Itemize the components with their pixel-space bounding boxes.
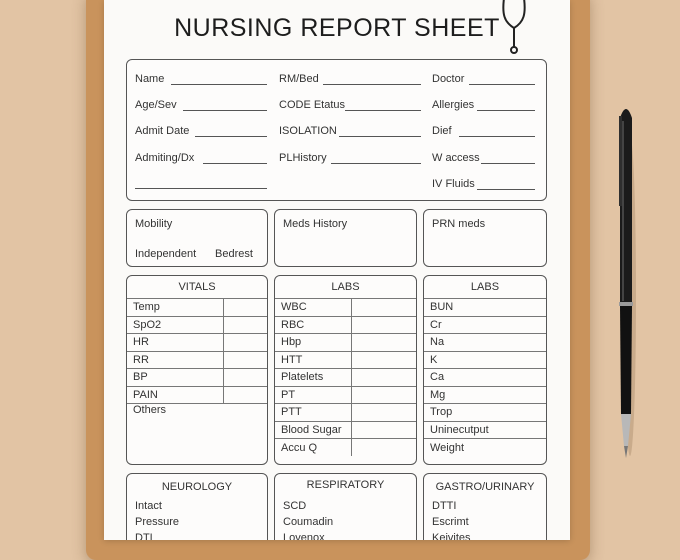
- field-diet-label: Dief: [432, 125, 452, 137]
- lab-na[interactable]: Na: [424, 334, 546, 352]
- table-row: [424, 351, 546, 369]
- lab-pt: PT: [275, 386, 351, 404]
- lab-accu-q: Accu Q: [275, 439, 351, 457]
- field-pl-history-label: PLHistory: [279, 152, 327, 164]
- labs-table-1: [275, 298, 416, 456]
- table-row: [127, 316, 267, 334]
- lab-k[interactable]: K: [424, 351, 546, 369]
- field-isolation-label: ISOLATION: [279, 125, 337, 137]
- field-extra-line[interactable]: [135, 188, 267, 189]
- lab-bun[interactable]: BUN: [424, 299, 546, 317]
- vitals-title: VITALS: [178, 281, 216, 293]
- field-age-label: Age/Sev: [135, 99, 177, 111]
- vitals-others[interactable]: Others: [127, 404, 267, 424]
- lab-htt: HTT: [275, 351, 351, 369]
- vitals-spo2: SpO2: [127, 316, 223, 334]
- mobility-box: [126, 209, 268, 267]
- lab-platelets: Platelets: [275, 369, 351, 387]
- table-row: [424, 421, 546, 439]
- table-row: [127, 351, 267, 369]
- respiratory-title: RESPIRATORY: [306, 479, 385, 491]
- lab-weight[interactable]: Weight: [424, 439, 546, 457]
- table-row: [275, 404, 416, 422]
- field-allergies-line[interactable]: [477, 110, 535, 111]
- lab-value-cell[interactable]: [351, 386, 416, 404]
- labs-title-1: LABS: [331, 281, 360, 293]
- table-row: [424, 334, 546, 352]
- labs-box-2: [423, 275, 547, 465]
- lab-rbc: RBC: [275, 316, 351, 334]
- vitals-value-cell[interactable]: [223, 351, 267, 369]
- mobility-independent[interactable]: Independent: [135, 248, 197, 260]
- lab-value-cell[interactable]: [351, 369, 416, 387]
- lab-wbc: WBC: [275, 299, 351, 317]
- neurology-pressure[interactable]: Pressure: [135, 516, 180, 528]
- field-doctor-line[interactable]: [469, 84, 535, 85]
- vitals-box: [126, 275, 268, 465]
- mobility-title: Mobility: [135, 218, 173, 230]
- lab-blood-sugar: Blood Sugar: [275, 421, 351, 439]
- table-row: [127, 334, 267, 352]
- labs-box-1: [274, 275, 417, 465]
- table-row: [275, 351, 416, 369]
- field-code-status-line[interactable]: [345, 110, 421, 111]
- vitals-bp: BP: [127, 369, 223, 387]
- table-row: [275, 369, 416, 387]
- lab-value-cell[interactable]: [351, 299, 416, 317]
- vitals-pain: PAIN: [127, 386, 223, 404]
- vitals-value-cell[interactable]: [223, 334, 267, 352]
- table-row: [424, 369, 546, 387]
- table-row: [275, 421, 416, 439]
- table-row: [275, 316, 416, 334]
- vitals-value-cell[interactable]: [223, 369, 267, 387]
- field-iv-fluids-label: IV Fluids: [432, 178, 475, 190]
- lab-urine-output[interactable]: Uninecutput: [424, 421, 546, 439]
- field-doctor-label: Doctor: [432, 73, 465, 85]
- lab-value-cell[interactable]: [351, 439, 416, 457]
- meds-history-title: Meds History: [283, 218, 348, 230]
- lab-value-cell[interactable]: [351, 351, 416, 369]
- field-iv-access-label: W access: [432, 152, 480, 164]
- report-sheet: [104, 0, 570, 540]
- vitals-value-cell[interactable]: [223, 316, 267, 334]
- field-code-status-label: CODE Etatus: [279, 99, 346, 111]
- respiratory-coumadin[interactable]: Coumadin: [283, 516, 334, 528]
- table-row: [127, 299, 267, 317]
- table-row: [127, 369, 267, 387]
- lab-value-cell[interactable]: [351, 316, 416, 334]
- respiratory-lovenox[interactable]: Lovenox: [283, 532, 325, 540]
- table-row: [424, 299, 546, 317]
- field-admit-date-label: Admit Date: [135, 125, 190, 137]
- prn-meds-box[interactable]: [423, 209, 547, 267]
- field-age-line[interactable]: [183, 110, 267, 111]
- vitals-hr: HR: [127, 334, 223, 352]
- field-name-line[interactable]: [171, 84, 267, 85]
- field-iv-fluids-line[interactable]: [477, 189, 535, 190]
- field-admitting-dx-line[interactable]: [203, 163, 267, 164]
- table-row: [127, 386, 267, 404]
- field-allergies-label: Allergies: [432, 99, 475, 111]
- gastro-dtti[interactable]: DTTI: [432, 500, 457, 512]
- neurology-intact[interactable]: Intact: [135, 500, 162, 512]
- gastro-urinary-title: GASTRO/URINARY: [435, 481, 535, 493]
- gastro-keivites[interactable]: Keivites: [432, 532, 471, 540]
- field-admit-date-line[interactable]: [195, 136, 267, 137]
- pen-icon: [606, 96, 646, 466]
- lab-hbp: Hbp: [275, 334, 351, 352]
- lab-value-cell[interactable]: [351, 404, 416, 422]
- field-pl-history-line[interactable]: [331, 163, 421, 164]
- table-row: [275, 386, 416, 404]
- vitals-rr: RR: [127, 351, 223, 369]
- vitals-table: [127, 298, 267, 424]
- respiratory-box: [274, 473, 417, 540]
- table-row: [424, 316, 546, 334]
- neurology-box: [126, 473, 268, 540]
- sheet-title: NURSING REPORT SHEET: [174, 14, 500, 42]
- lab-ca[interactable]: Ca: [424, 369, 546, 387]
- respiratory-scd[interactable]: SCD: [283, 500, 307, 512]
- field-admitting-dx-label: Admiting/Dx: [135, 152, 195, 164]
- neurology-title: NEUROLOGY: [161, 481, 233, 493]
- table-row: [424, 439, 546, 457]
- lab-value-cell[interactable]: [351, 334, 416, 352]
- meds-history-box[interactable]: [274, 209, 417, 267]
- lab-value-cell[interactable]: [351, 421, 416, 439]
- lab-trop[interactable]: Trop: [424, 404, 546, 422]
- vitals-temp: Temp: [127, 299, 223, 317]
- field-name-label: Name: [135, 73, 165, 85]
- gastro-escrimt[interactable]: Escrimt: [432, 516, 469, 528]
- neurology-dti[interactable]: DTI: [135, 532, 153, 540]
- field-rm-bed-line[interactable]: [323, 84, 421, 85]
- mobility-bedrest[interactable]: Bedrest: [215, 248, 253, 260]
- table-row: [275, 299, 416, 317]
- table-row: [127, 404, 267, 424]
- vitals-value-cell[interactable]: [223, 299, 267, 317]
- lab-cr[interactable]: Cr: [424, 316, 546, 334]
- labs-table-2: [424, 298, 546, 456]
- field-iv-access-line[interactable]: [481, 163, 535, 164]
- stethoscope-icon: [496, 0, 548, 56]
- lab-mg[interactable]: Mg: [424, 386, 546, 404]
- vitals-value-cell[interactable]: [223, 386, 267, 404]
- labs-title-2: LABS: [470, 281, 500, 293]
- field-rm-bed-label: RM/Bed: [279, 73, 319, 85]
- table-row: [424, 386, 546, 404]
- table-row: [424, 404, 546, 422]
- table-row: [275, 439, 416, 457]
- lab-ptt: PTT: [275, 404, 351, 422]
- field-diet-line[interactable]: [459, 136, 535, 137]
- prn-meds-title: PRN meds: [432, 218, 486, 230]
- table-row: [275, 334, 416, 352]
- patient-info-box: [126, 59, 547, 201]
- gastro-urinary-box: [423, 473, 547, 540]
- field-isolation-line[interactable]: [339, 136, 421, 137]
